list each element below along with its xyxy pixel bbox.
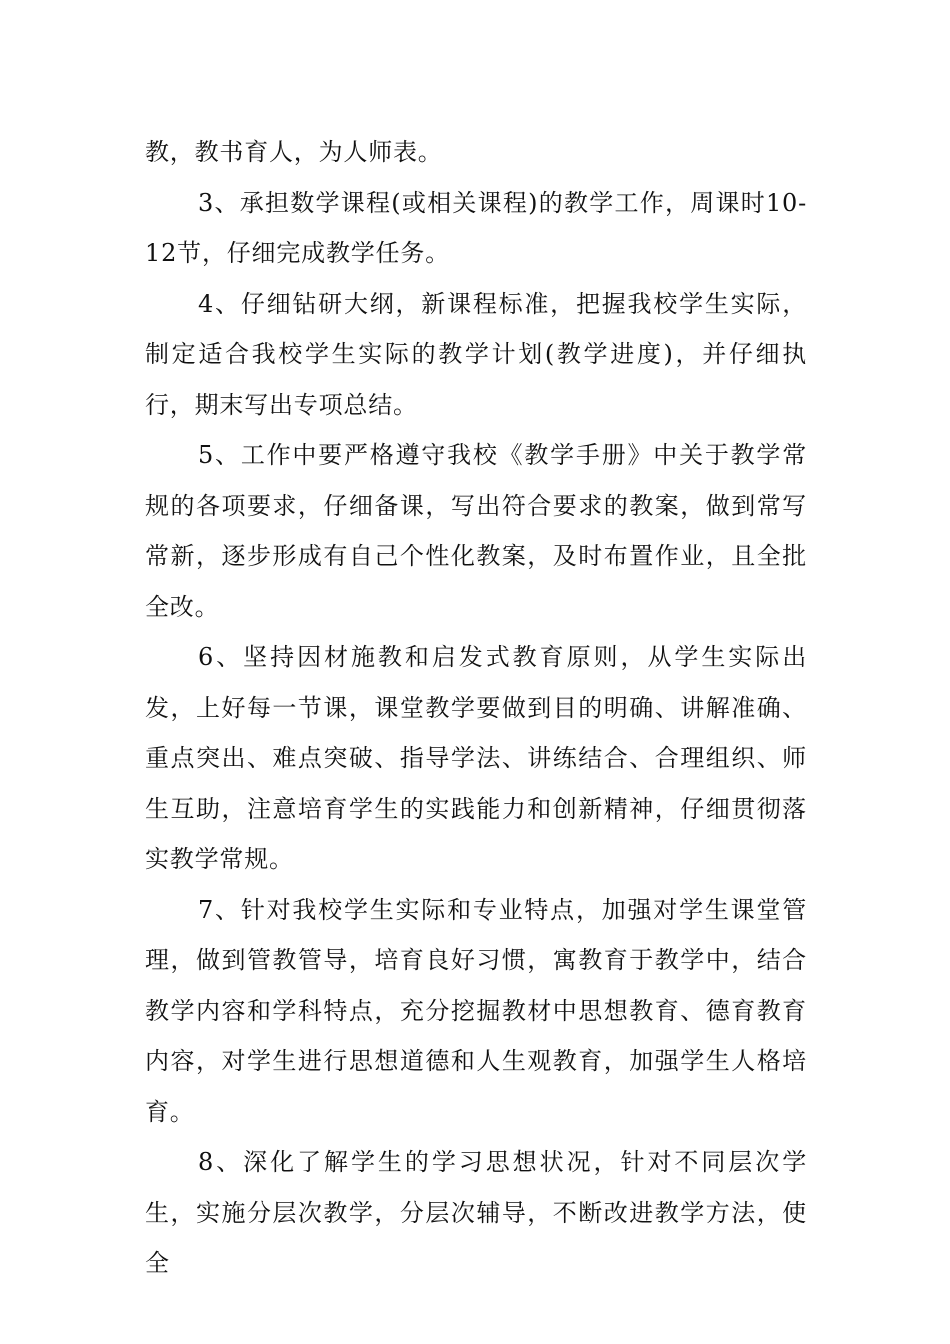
paragraph-continuation: 教，教书育人，为人师表。 [145, 138, 443, 166]
paragraph-item-6: 6、坚持因材施教和启发式教育原则，从学生实际出发，上好每一节课，课堂教学要做到目的明确、讲解准确、重点突出、难点突破、指导学法、讲练结合、合理组织、师生互助，注意培育学生的实践能力和创新精神，仔细贯彻落实教学常规。 [145, 643, 807, 873]
document-body [145, 127, 807, 1289]
paragraph-item-4: 4、仔细钻研大纲，新课程标准，把握我校学生实际，制定适合我校学生实际的教学计划(教学进度)，并仔细执行，期末写出专项总结。 [145, 289, 807, 419]
paragraph-item-8: 8、深化了解学生的学习思想状况，针对不同层次学生，实施分层次教学，分层次辅导，不断改进教学方法，使全 [145, 1148, 807, 1277]
paragraph-item-7: 7、针对我校学生实际和专业特点，加强对学生课堂管理，做到管教管导，培育良好习惯，寓教育于教学中，结合教学内容和学科特点，充分挖掘教材中思想教育、德育教育内容，对学生进行思想道德和人生观教育，加强学生人格培育。 [145, 895, 807, 1126]
paragraph-item-5: 5、工作中要严格遵守我校《教学手册》中关于教学常规的各项要求，仔细备课，写出符合要求的教案，做到常写常新，逐步形成有自己个性化教案，及时布置作业，且全批全改。 [145, 441, 807, 621]
paragraph-item-3: 3、承担数学课程(或相关课程)的教学工作，周课时10-12节，仔细完成教学任务。 [145, 188, 807, 267]
